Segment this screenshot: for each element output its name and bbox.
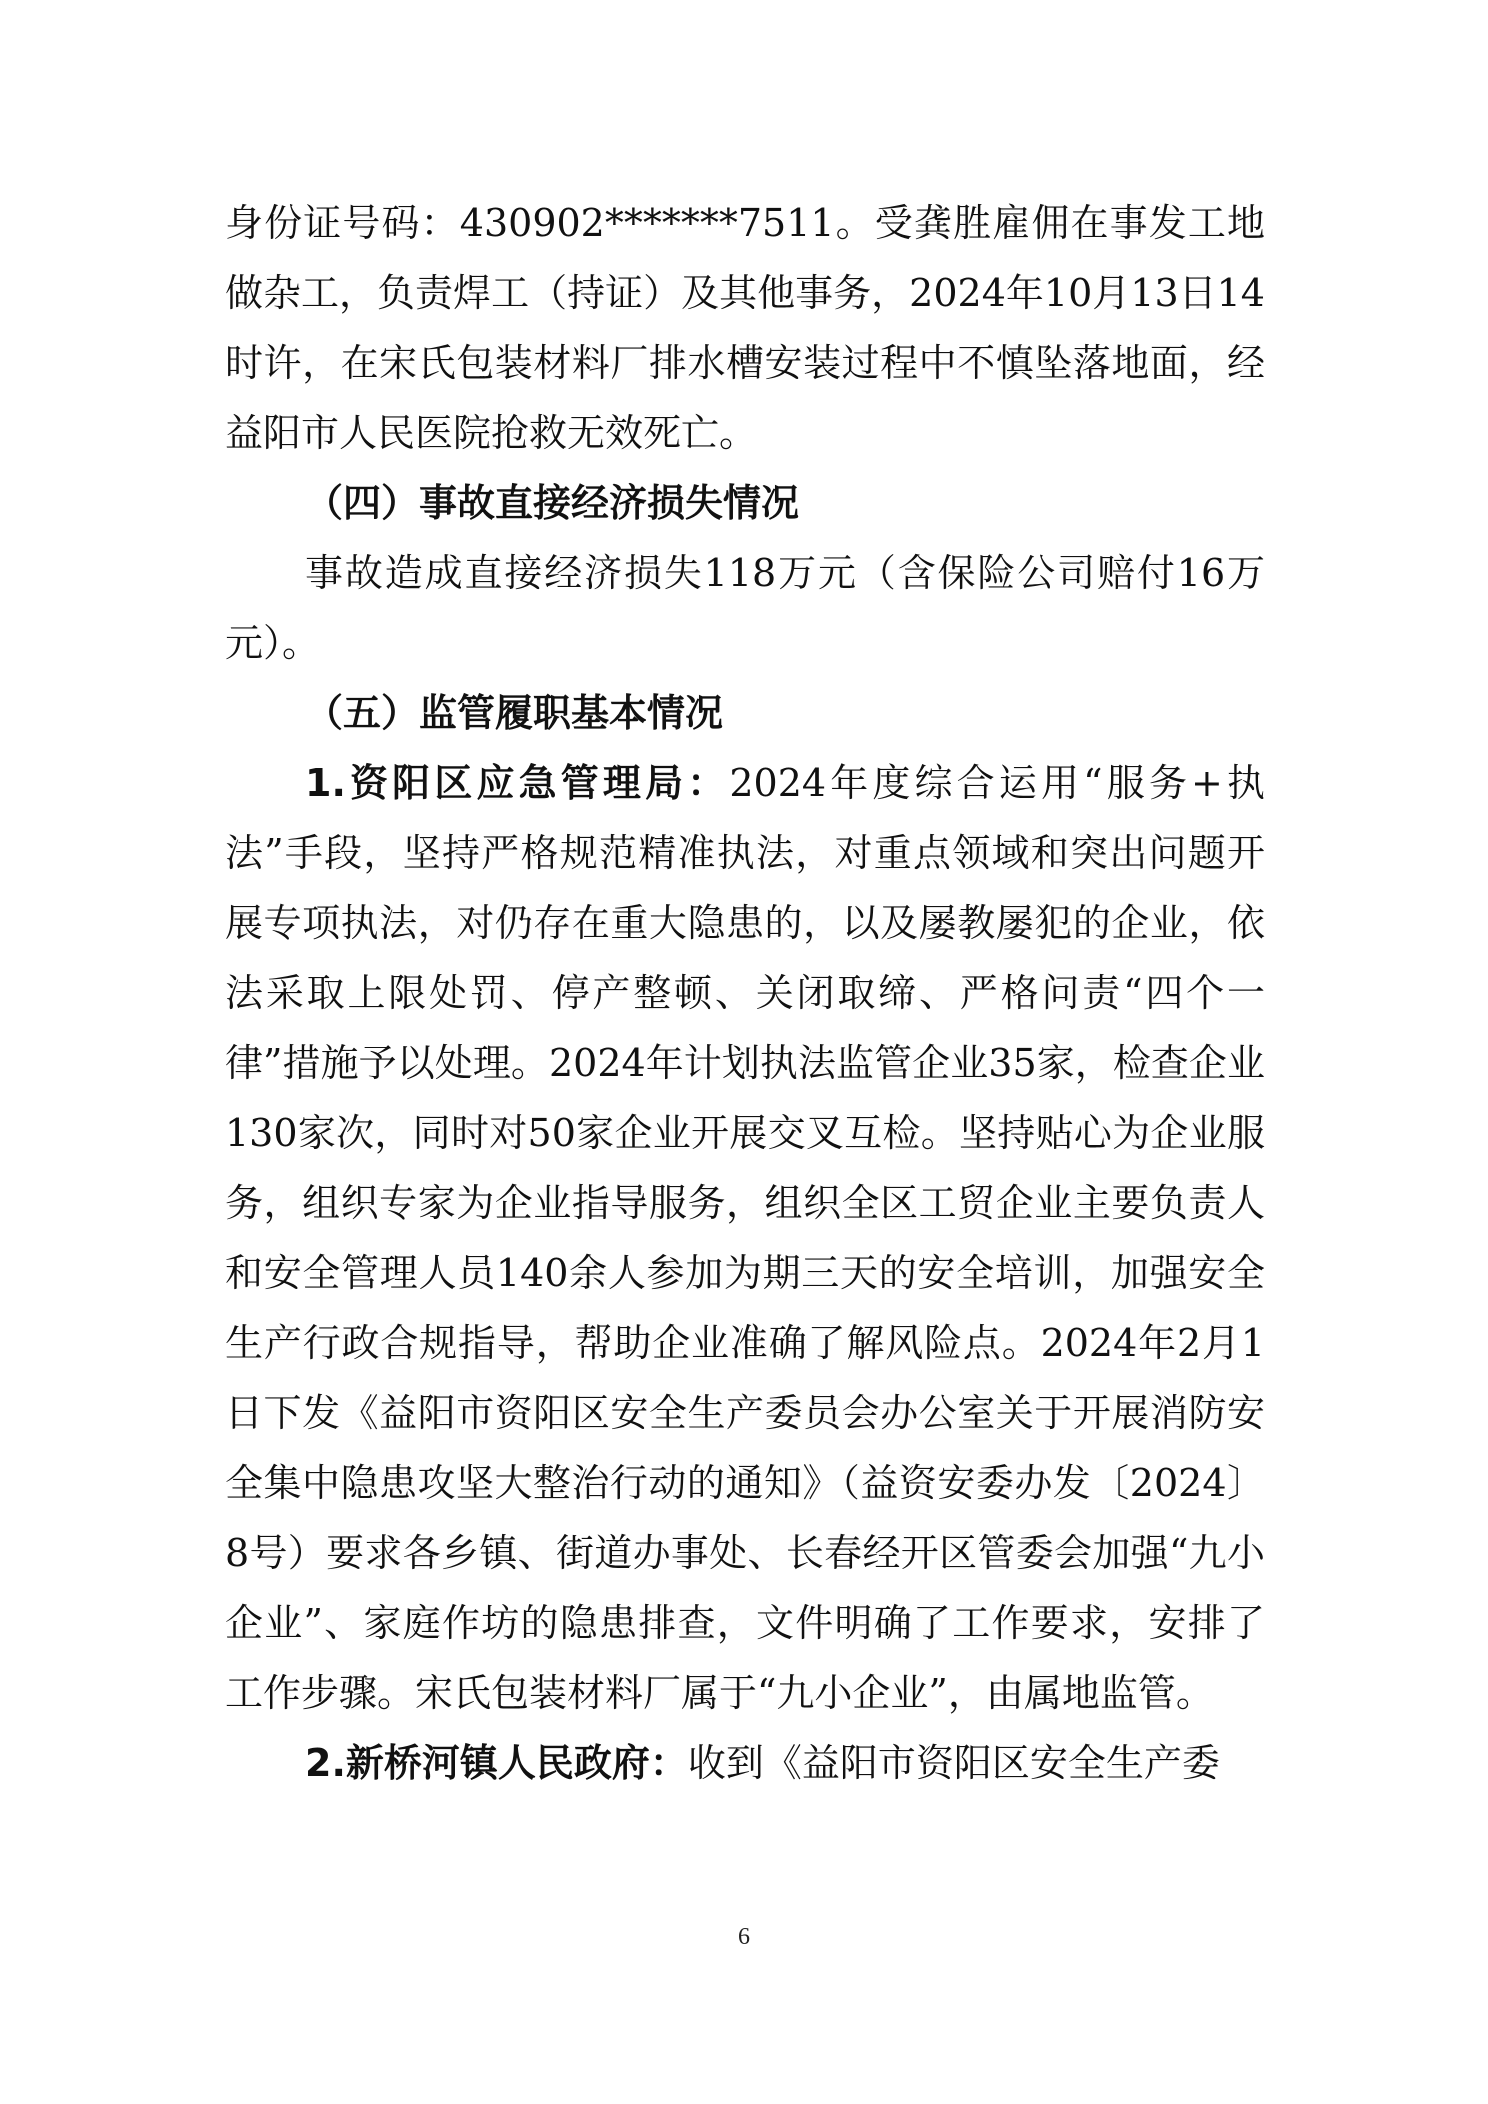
page-number: 6 <box>738 1924 750 1950</box>
section-heading-supervision: （五）监管履职基本情况 <box>305 691 724 735</box>
paragraph-economic-loss: 事故造成直接经济损失118万元（含保险公司赔付16万元）。 <box>225 551 1265 665</box>
document-body <box>225 188 1265 1798</box>
item-body-emergency-bureau: 2024年度综合运用“服务+执法”手段，坚持严格规范精准执法，对重点领域和突出问题开展专项执法，对仍存在重大隐患的，以及屡教屡犯的企业，依法采取上限处罚、停产整顿、关闭取缔、严格问责“四个一律”措施予以处理。2024年计划执法监管企业35家，检查企业130家次，同时对50家企业开展交叉互检。坚持贴心为企业服务，组织专家为企业指导服务，组织全区工贸企业主要负责人和安全管理人员140余人参加为期三天的安全培训，加强安全生产行政合规指导，帮助企业准确了解风险点。2024年2月1日下发《益阳市资阳区安全生产委员会办公室关于开展消防安全集中隐患攻坚大整治行动的通知》（益资安委办发〔2024〕8号）要求各乡镇、街道办事处、长春经开区管委会加强“九小企业”、家庭作坊的隐患排查，文件明确了工作要求，安排了工作步骤。宋氏包装材料厂属于“九小企业”，由属地监管。 <box>225 761 1265 1715</box>
item-lead-town-government: 2.新桥河镇人民政府： <box>305 1741 688 1785</box>
paragraph-town-government <box>225 1728 1265 1798</box>
item-body-town-government: 收到《益阳市资阳区安全生产委 <box>687 1741 1220 1785</box>
section-heading-economic-loss: （四）事故直接经济损失情况 <box>305 481 800 525</box>
paragraph-victim-info: 身份证号码：430902*******7511。受龚胜雇佣在事发工地做杂工，负责焊工（持证）及其他事务，2024年10月13日14时许，在宋氏包装材料厂排水槽安装过程中不慎坠落地面，经益阳市人民医院抢救无效死亡。 <box>225 201 1265 455</box>
item-lead-emergency-bureau: 1.资阳区应急管理局： <box>305 761 730 805</box>
paragraph-emergency-bureau <box>225 748 1265 1728</box>
